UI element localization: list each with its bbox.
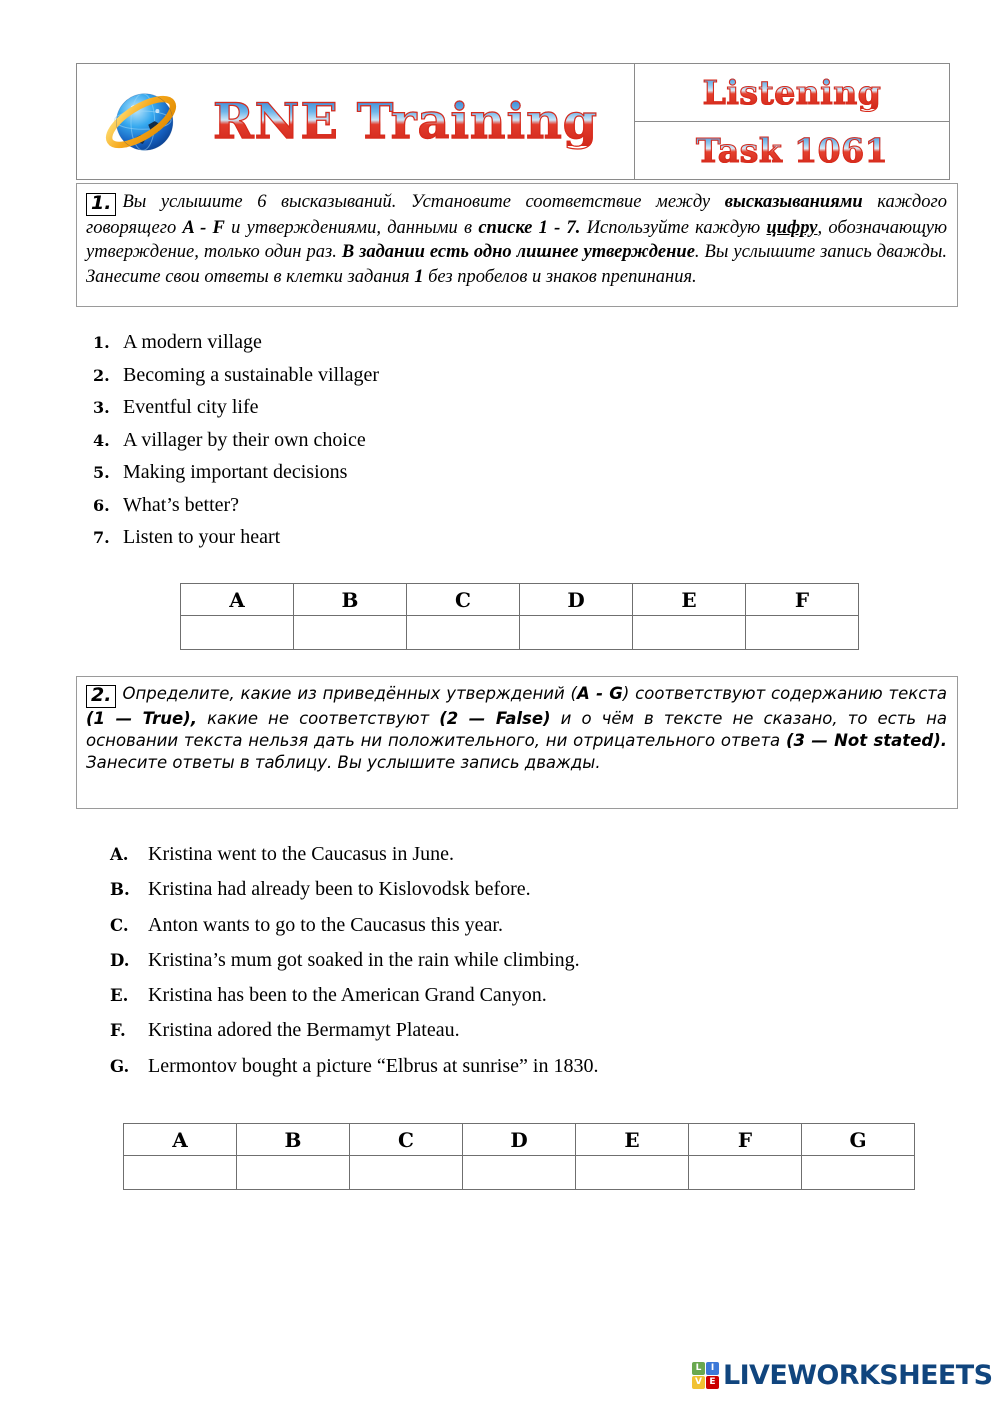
list-item-number: 1.	[93, 333, 110, 352]
logo-tile-e: E	[706, 1376, 719, 1389]
list-item	[93, 494, 793, 527]
task2-instruction-body: Определите, какие из приведённых утверждений (A - G) соответствуют содержанию текста (1 — True), какие не соответствуют (2 — False) и о чём в тексте не сказано, то есть на основании текста нельзя дать ни положительного, ни отрицательного ответа (3 — Not stated). Занесите ответы в таблицу. Вы услышите запись дважды.	[86, 684, 948, 772]
answer-cell-d[interactable]	[520, 616, 633, 650]
list-item-number: 3.	[93, 398, 110, 417]
liveworksheets-logo[interactable]	[692, 1362, 992, 1389]
answer-cell-e[interactable]	[576, 1156, 689, 1190]
task2-instruction-text	[86, 683, 947, 774]
list-item-letter: G.	[110, 1056, 130, 1076]
list-item	[110, 843, 870, 878]
task1-instruction-box	[76, 183, 958, 307]
table-header-cell: D	[463, 1124, 576, 1156]
task2-instruction-box	[76, 676, 958, 809]
table-header-cell: A	[124, 1124, 237, 1156]
list-item	[110, 914, 870, 949]
list-item	[110, 1055, 870, 1090]
answer-cell-f[interactable]	[746, 616, 859, 650]
brand-title: RNE Training	[187, 97, 634, 146]
answer-cell-a[interactable]	[124, 1156, 237, 1190]
task1-answer-table	[180, 583, 859, 650]
list-item-letter: E.	[110, 986, 129, 1006]
list-item-letter: B.	[110, 880, 130, 900]
task-label: Task 1061	[695, 131, 889, 170]
answer-cell-f[interactable]	[689, 1156, 802, 1190]
list-item	[93, 429, 793, 462]
list-item-label: Making important decisions	[123, 461, 348, 483]
task1-number-badge: 1.	[86, 193, 116, 216]
answer-cell-c[interactable]	[407, 616, 520, 650]
table-row	[181, 616, 859, 650]
list-item	[93, 461, 793, 494]
list-item-label: Kristina had already been to Kislovodsk before.	[148, 878, 531, 901]
list-item	[110, 949, 870, 984]
globe-icon	[95, 81, 187, 163]
table-header-cell: F	[746, 584, 859, 616]
logo-tile-v: V	[692, 1376, 705, 1389]
answer-cell-b[interactable]	[237, 1156, 350, 1190]
list-item-letter: F.	[110, 1021, 126, 1041]
header-section-row	[635, 64, 949, 122]
answer-cell-c[interactable]	[350, 1156, 463, 1190]
list-item-label: Lermontov bought a picture “Elbrus at sunrise” in 1830.	[148, 1054, 599, 1077]
list-item-label: Kristina’s mum got soaked in the rain while climbing.	[148, 948, 580, 971]
list-item-label: Listen to your heart	[123, 526, 281, 548]
table-header-cell: G	[802, 1124, 915, 1156]
header-brand-cell	[77, 64, 635, 179]
list-item-number: 2.	[93, 365, 110, 385]
task2-number-badge: 2.	[86, 685, 116, 708]
table-header-cell: B	[237, 1124, 350, 1156]
section-label: Listening	[702, 73, 882, 112]
list-item-number: 4.	[93, 430, 110, 450]
list-item-number: 6.	[93, 495, 110, 515]
list-item	[93, 364, 793, 397]
logo-tile-i: I	[706, 1362, 719, 1375]
liveworksheets-wordmark: LIVEWORKSHEETS	[723, 1360, 993, 1391]
task1-options-list	[93, 331, 793, 559]
header-task-cell	[635, 64, 949, 179]
table-header-row	[181, 584, 859, 616]
list-item	[93, 331, 793, 364]
task2-answer-table	[123, 1123, 915, 1190]
task2-statements-list	[110, 843, 870, 1090]
list-item-letter: D.	[110, 950, 130, 970]
list-item-label: Kristina has been to the American Grand Canyon.	[148, 984, 547, 1007]
list-item	[110, 1019, 870, 1054]
table-header-cell: E	[633, 584, 746, 616]
answer-cell-g[interactable]	[802, 1156, 915, 1190]
list-item-label: Eventful city life	[123, 396, 259, 418]
list-item-label: A villager by their own choice	[123, 428, 366, 451]
list-item	[93, 526, 793, 559]
list-item-label: Kristina went to the Caucasus in June.	[148, 843, 455, 865]
task1-instruction-text	[86, 190, 947, 289]
list-item-number: 7.	[93, 528, 110, 547]
table-header-cell: B	[294, 584, 407, 616]
list-item-letter: C.	[110, 915, 129, 935]
logo-tile-l: L	[692, 1362, 705, 1375]
table-header-cell: E	[576, 1124, 689, 1156]
table-header-cell: F	[689, 1124, 802, 1156]
list-item-label: Kristina adored the Bermamyt Plateau.	[148, 1019, 460, 1042]
table-row	[124, 1156, 915, 1190]
table-header-cell: C	[407, 584, 520, 616]
task1-instruction-body: Вы услышите 6 высказываний. Установите соответствие между высказываниями каждого говорящего A - F и утверждениями, данными в списке 1 - 7. Используйте каждую цифру, обозначающую утверждение, только один раз. В задании есть одно лишнее утверждение. Вы услышите запись дважды. Занесите свои ответы в клетки задания 1 без пробелов и знаков препинания.	[86, 192, 947, 287]
list-item-label: Anton wants to go to the Caucasus this year.	[148, 913, 503, 936]
table-header-cell: C	[350, 1124, 463, 1156]
list-item-letter: A.	[110, 845, 129, 864]
list-item-label: Becoming a sustainable villager	[123, 363, 380, 386]
answer-cell-d[interactable]	[463, 1156, 576, 1190]
list-item-label: What’s better?	[123, 493, 240, 516]
list-item-number: 5.	[93, 463, 110, 482]
list-item	[110, 984, 870, 1019]
answer-cell-e[interactable]	[633, 616, 746, 650]
header-task-row	[635, 122, 949, 179]
list-item	[110, 878, 870, 913]
table-header-cell: A	[181, 584, 294, 616]
table-header-cell: D	[520, 584, 633, 616]
answer-cell-b[interactable]	[294, 616, 407, 650]
table-header-row	[124, 1124, 915, 1156]
list-item	[93, 396, 793, 429]
worksheet-header	[76, 63, 950, 180]
answer-cell-a[interactable]	[181, 616, 294, 650]
list-item-label: A modern village	[123, 331, 262, 353]
liveworksheets-tiles-icon	[692, 1362, 719, 1389]
